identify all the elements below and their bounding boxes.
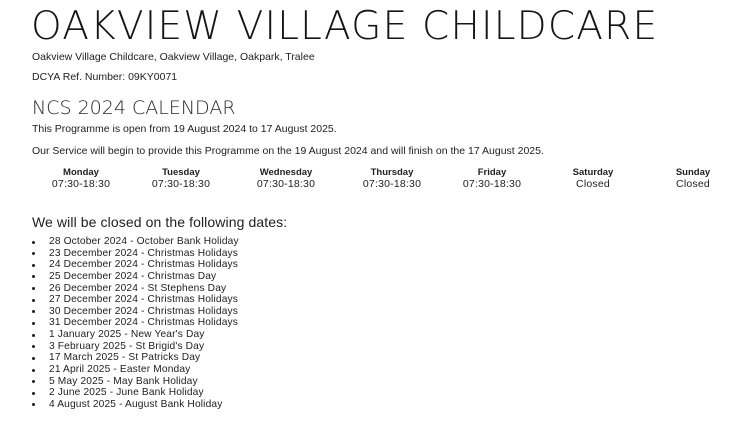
- opening-hours-row: [0, 167, 752, 195]
- bullet-icon: [32, 252, 35, 255]
- bullet-icon: [32, 275, 35, 278]
- list-item: [32, 341, 239, 353]
- address-line: Oakview Village Childcare, Oakview Village, Oakpark, Tralee: [32, 51, 315, 63]
- list-item: [32, 317, 239, 329]
- hours-friday: [442, 167, 542, 190]
- list-item: [32, 376, 239, 388]
- list-item: [32, 259, 239, 271]
- service-period-text: Our Service will begin to provide this Programme on the 19 August 2024 and will finish on the 17 August 2025.: [32, 145, 544, 157]
- day-name: Saturday: [572, 167, 614, 178]
- closure-text: 1 January 2025 - New Year's Day: [49, 329, 205, 341]
- list-item: [32, 283, 239, 295]
- list-item: [32, 352, 239, 364]
- bullet-icon: [32, 241, 35, 244]
- closure-text: 25 December 2024 - Christmas Day: [49, 270, 217, 282]
- bullet-icon: [32, 322, 35, 325]
- list-item: [32, 306, 239, 318]
- day-name: Friday: [477, 167, 507, 178]
- hours-monday: [31, 167, 131, 190]
- bullet-icon: [32, 345, 35, 348]
- closure-text: 3 February 2025 - St Brigid's Day: [49, 340, 205, 352]
- list-item: [32, 329, 239, 341]
- closure-text: 17 March 2025 - St Patricks Day: [49, 352, 201, 364]
- list-item: [32, 271, 239, 283]
- closure-text: 24 December 2024 - Christmas Holidays: [49, 259, 238, 271]
- list-item: [32, 236, 239, 248]
- bullet-icon: [32, 369, 35, 372]
- day-name: Tuesday: [162, 167, 200, 178]
- day-hours: 07:30-18:30: [462, 178, 522, 190]
- day-hours: 07:30-18:30: [151, 178, 211, 190]
- closure-text: 2 June 2025 - June Bank Holiday: [49, 387, 204, 399]
- bullet-icon: [32, 380, 35, 383]
- list-item: [32, 387, 239, 399]
- closure-text: 21 April 2025 - Easter Monday: [49, 364, 191, 376]
- bullet-icon: [32, 357, 35, 360]
- closure-text: 26 December 2024 - St Stephens Day: [49, 282, 227, 294]
- list-item: [32, 294, 239, 306]
- hours-saturday: [543, 167, 643, 190]
- bullet-icon: [32, 299, 35, 302]
- closure-text: 27 December 2024 - Christmas Holidays: [49, 294, 238, 306]
- page-title: OAKVIEW VILLAGE CHILDCARE: [31, 4, 659, 49]
- closures-list: [32, 236, 239, 411]
- closure-text: 31 December 2024 - Christmas Holidays: [49, 317, 238, 329]
- closures-heading: We will be closed on the following dates:: [32, 214, 288, 230]
- hours-wednesday: [236, 167, 336, 190]
- closure-text: 23 December 2024 - Christmas Holidays: [49, 247, 238, 259]
- hours-sunday: [643, 167, 743, 190]
- calendar-title: NCS 2024 CALENDAR: [32, 97, 236, 119]
- day-hours: Closed: [576, 178, 610, 190]
- bullet-icon: [32, 264, 35, 267]
- bullet-icon: [32, 287, 35, 290]
- day-hours: Closed: [676, 178, 710, 190]
- day-hours: 07:30-18:30: [51, 178, 111, 190]
- closure-text: 4 August 2025 - August Bank Holiday: [49, 398, 223, 410]
- hours-tuesday: [131, 167, 231, 190]
- day-name: Thursday: [370, 167, 414, 178]
- day-hours: 07:30-18:30: [256, 178, 316, 190]
- bullet-icon: [32, 403, 35, 406]
- closure-text: 5 May 2025 - May Bank Holiday: [49, 375, 198, 387]
- list-item: [32, 364, 239, 376]
- hours-thursday: [342, 167, 442, 190]
- day-name: Sunday: [675, 167, 711, 178]
- list-item: [32, 248, 239, 260]
- bullet-icon: [32, 310, 35, 313]
- bullet-icon: [32, 392, 35, 395]
- bullet-icon: [32, 334, 35, 337]
- day-name: Monday: [63, 167, 99, 178]
- reference-number: DCYA Ref. Number: 09KY0071: [32, 71, 178, 83]
- closure-text: 30 December 2024 - Christmas Holidays: [49, 305, 238, 317]
- closure-text: 28 October 2024 - October Bank Holiday: [49, 236, 239, 247]
- list-item: [32, 399, 239, 411]
- open-period-text: This Programme is open from 19 August 2024 to 17 August 2025.: [32, 123, 337, 135]
- day-name: Wednesday: [259, 167, 313, 178]
- day-hours: 07:30-18:30: [362, 178, 422, 190]
